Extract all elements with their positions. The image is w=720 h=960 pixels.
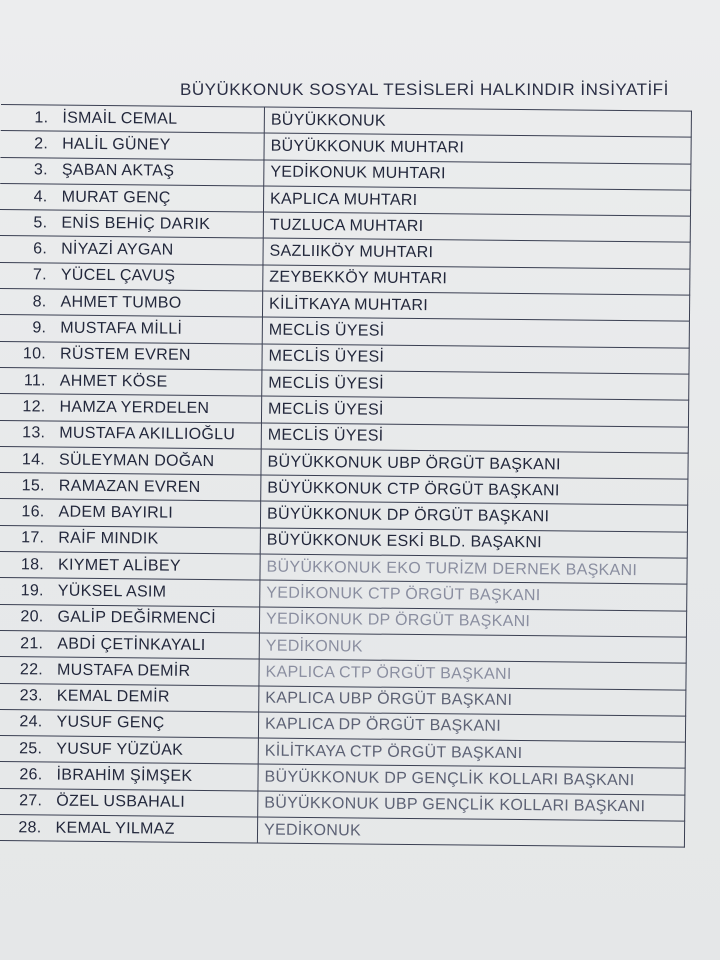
row-number: 16. (21, 503, 45, 521)
row-number: 14. (21, 450, 46, 468)
member-name: İSMAİL CEMAL (62, 109, 178, 128)
member-name: ENİS BEHİÇ DARIK (61, 214, 211, 233)
member-name-cell (0, 394, 262, 423)
member-name-cell (0, 210, 263, 239)
member-role: MECLİS ÜYESİ (262, 344, 689, 374)
row-number: 11. (23, 371, 46, 390)
member-role: KİLİTKAYA CTP ÖRGÜT BAŞKANI (258, 738, 685, 768)
member-name-cell (0, 762, 258, 791)
member-name-cell (0, 367, 262, 396)
member-role: KAPLICA UBP ÖRGÜT BAŞKANI (259, 686, 686, 716)
member-name: RAMAZAN EVREN (58, 477, 201, 496)
member-name: MUSTAFA MİLLİ (60, 319, 183, 338)
member-name-cell (0, 525, 260, 554)
member-role: YEDİKONUK DP ÖRGÜT BAŞKANI (259, 607, 686, 637)
member-name-cell (0, 131, 264, 160)
member-role: BÜYÜKKONUK DP GENÇLİK KOLLARI BAŞKANI (258, 764, 685, 794)
member-name-cell (0, 683, 259, 712)
row-number: 10. (22, 345, 47, 363)
member-role: BÜYÜKKONUK ESKİ BLD. BAŞAKNI (260, 528, 687, 558)
member-name-cell (0, 657, 259, 686)
member-role: YEDİKONUK CTP ÖRGÜT BAŞKANI (260, 580, 687, 610)
member-name-cell (0, 157, 264, 186)
row-number: 15. (21, 477, 45, 495)
member-role: SAZLIIKÖY MUHTARI (263, 239, 690, 269)
member-name: MUSTAFA DEMİR (56, 661, 191, 680)
row-number: 18. (20, 555, 45, 574)
member-name-cell (0, 420, 261, 449)
member-role: TUZLUCA MUHTARI (263, 212, 690, 242)
row-number: 6. (33, 240, 48, 258)
row-number: 5. (33, 214, 48, 232)
member-role: MECLİS ÜYESİ (261, 423, 688, 453)
member-role: MECLİS ÜYESİ (261, 396, 688, 426)
member-name: ADEM BAYIRLI (58, 503, 174, 522)
member-role: YEDİKONUK (259, 633, 686, 663)
member-name: AHMET TUMBO (60, 293, 182, 312)
member-role: MECLİS ÜYESİ (262, 370, 689, 400)
row-number: 22. (19, 661, 44, 679)
row-number: 7. (32, 266, 47, 284)
member-role: KİLİTKAYA MUHTARI (262, 291, 689, 321)
member-name: GALİP DEĞİRMENCİ (57, 608, 216, 628)
member-name-cell (0, 289, 263, 318)
member-name: RAİF MINDIK (58, 529, 159, 548)
member-name-cell (0, 183, 264, 212)
member-role: BÜYÜKKONUK UBP GENÇLİK KOLLARI BAŞKANI (258, 791, 685, 821)
member-name-cell (0, 446, 261, 475)
members-table (0, 104, 692, 848)
member-role: KAPLICA DP ÖRGÜT BAŞKANI (258, 712, 685, 742)
member-name-cell (0, 788, 258, 817)
member-name: ÖZEL USBAHALI (56, 792, 186, 812)
member-name: NİYAZİ AYGAN (61, 240, 174, 259)
row-number: 27. (19, 792, 43, 810)
member-name: YÜKSEL ASIM (57, 582, 167, 601)
member-name-cell (0, 604, 260, 633)
row-number: 4. (33, 187, 48, 205)
row-number: 26. (19, 766, 43, 784)
document-title: BÜYÜKKONUK SOSYAL TESİSLERİ HALKINDIR İNSİYATİFİ (180, 80, 669, 99)
row-number: 8. (32, 293, 47, 311)
member-name-cell (0, 341, 262, 370)
row-number: 13. (22, 424, 46, 442)
member-role: BÜYÜKKONUK UBP ÖRGÜT BAŞKANI (261, 449, 688, 479)
row-number: 28. (18, 818, 42, 837)
row-number: 25. (19, 739, 43, 758)
member-role: BÜYÜKKONUK CTP ÖRGÜT BAŞKANI (261, 475, 688, 505)
member-name: KIYMET ALİBEY (57, 556, 181, 575)
member-role: ZEYBEKKÖY MUHTARI (263, 265, 690, 295)
member-name-cell (0, 814, 258, 843)
member-role: BÜYÜKKONUK MUHTARI (264, 133, 691, 163)
member-role: BÜYÜKKONUK DP ÖRGÜT BAŞKANI (260, 501, 687, 531)
row-number: 24. (19, 713, 43, 731)
member-name: HALİL GÜNEY (62, 135, 171, 154)
member-name-cell (0, 630, 259, 659)
member-role: KAPLICA MUHTARI (263, 186, 690, 216)
row-number: 3. (33, 161, 48, 179)
member-name-cell (0, 105, 264, 134)
member-name: HAMZA YERDELEN (59, 398, 210, 417)
member-name: RÜSTEM EVREN (60, 345, 191, 365)
member-role: MECLİS ÜYESİ (262, 317, 689, 347)
member-name: AHMET KÖSE (59, 372, 168, 391)
member-role: YEDİKONUK MUHTARI (264, 160, 691, 190)
member-role: KAPLICA CTP ÖRGÜT BAŞKANI (259, 659, 686, 689)
member-name-cell (0, 552, 260, 581)
member-role: BÜYÜKKONUK (264, 107, 691, 137)
member-name: KEMAL DEMİR (56, 687, 170, 706)
member-name-cell (0, 315, 262, 344)
row-number: 19. (20, 582, 44, 600)
member-name-cell (0, 578, 260, 607)
member-name: İBRAHİM ŞİMŞEK (56, 766, 193, 785)
member-name: KEMAL YILMAZ (55, 819, 175, 838)
row-number: 21. (20, 634, 44, 653)
member-name-cell (0, 473, 261, 502)
row-number: 9. (32, 319, 47, 337)
member-name: YUSUF YÜZÜAK (56, 740, 184, 759)
member-name: MURAT GENÇ (61, 188, 171, 207)
row-number: 20. (20, 608, 44, 626)
row-number: 23. (19, 687, 43, 705)
member-name-cell (0, 499, 261, 528)
row-number: 12. (22, 398, 46, 416)
member-name: SÜLEYMAN DOĞAN (59, 451, 215, 470)
member-role: BÜYÜKKONUK EKO TURİZM DERNEK BAŞKANI (260, 554, 687, 584)
row-number: 1. (34, 108, 49, 127)
member-role: YEDİKONUK (257, 817, 684, 847)
member-name: YUSUF GENÇ (56, 714, 165, 733)
member-name-cell (0, 262, 263, 291)
member-name-cell (0, 736, 258, 765)
row-number: 2. (34, 135, 49, 153)
member-name: ŞABAN AKTAŞ (61, 161, 175, 180)
member-name: YÜCEL ÇAVUŞ (60, 267, 176, 286)
member-name-cell (0, 709, 259, 738)
member-name: MUSTAFA AKILLIOĞLU (59, 424, 236, 444)
member-name: ABDİ ÇETİNKAYALI (57, 635, 206, 654)
row-number: 17. (21, 529, 45, 547)
member-name-cell (0, 236, 263, 265)
table-row (0, 814, 685, 847)
